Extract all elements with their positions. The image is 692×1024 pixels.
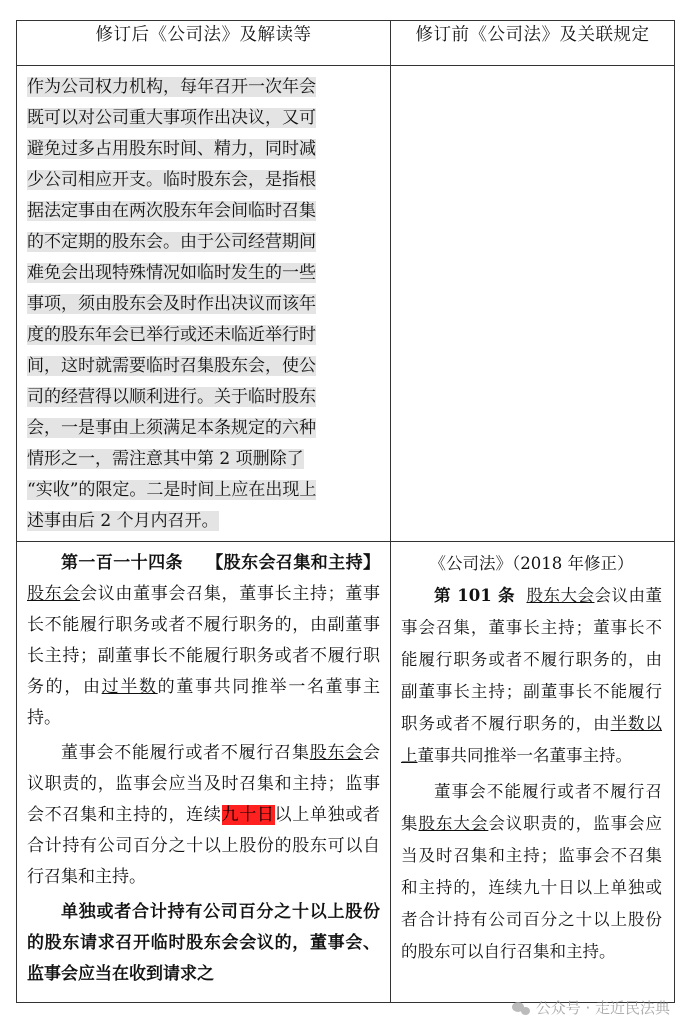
interpretation-line: 会，一是事由上须满足本条规定的六种 (27, 418, 316, 438)
article-text: 以上单独或者合计持有公司百分之十以上股份的股东可以自行召集和主持。 (27, 805, 381, 887)
interpretation-line: 述事由后 2 个月内召开。 (27, 511, 219, 531)
article-text: 会议由董事会召集，董事长主持；董事长不能履行职务或者不履行职务的，由副董事长主持；副董事长不能履行职务或者不履行职务的，由 (401, 586, 662, 733)
interpretation-line: 既可以对公司重大事项作出决议，又可 (27, 108, 316, 128)
changed-term-shareholders-meeting: 股东会 (27, 584, 81, 604)
article-text: 会议职责的，监事会应当及时召集和主持；监事会不召集和主持的，连续 (27, 743, 381, 825)
old-term-shareholders-general-meeting: 股东大会 (418, 814, 489, 833)
interpretation-line: 间，这时就需要临时召集股东会，使公 (27, 356, 316, 376)
watermark-text: 公众号 · 走近民法典 (535, 999, 670, 1017)
table-row (17, 542, 675, 1003)
article-heading: 【股东会召集和主持】 (206, 553, 381, 573)
interpretation-line: 难免会出现特殊情况如临时发生的一些 (27, 263, 316, 283)
interpretation-line: “实收”的限定。二是时间上应在出现上 (27, 480, 317, 500)
article-number: 第 101 条 (434, 586, 515, 605)
highlighted-ninety-days: 九十日 (221, 805, 275, 825)
revised-article (17, 542, 390, 998)
interpretation-line: 作为公司权力机构，每年召开一次年会 (27, 77, 316, 97)
article-text: 会议由董事会召集，董事长主持；董事长不能履行职务或者不履行职务的，由副董事长主持；副董事长不能履行职务或者不履行职务的，由 (27, 584, 381, 697)
article-text: 的董事共同推举一名董事主持。 (27, 677, 381, 728)
article-title: 第一百一十四条 (61, 553, 183, 573)
row1-right-cell (391, 66, 675, 542)
law-source: 《公司法》（2018 年修正） (429, 554, 634, 573)
interpretation-line: 度的股东年会已举行或还未临近举行时 (27, 325, 316, 345)
interpretation-text (17, 66, 390, 541)
article-text: 董事会不能履行或者不履行召集 (401, 782, 662, 833)
article-text: 会议职责的，监事会应当及时召集和主持；监事会不召集和主持的，连续九十日以上单独或者合计持有公司百分之十以上股份的股东可以自行召集和主持。 (401, 814, 663, 961)
header-left: 修订后《公司法》及解读等 (17, 21, 391, 66)
comparison-table (16, 20, 675, 1003)
interpretation-line: 情形之一，需注意其中第 2 项删除了 (27, 449, 304, 469)
article-text-bold: 单独或者合计持有公司百分之十以上股份的股东请求召开临时股东会会议的，董事会、监事会应当在收到请求之 (27, 902, 380, 984)
row2-left-cell (17, 542, 391, 1003)
old-term-shareholders-general-meeting: 股东大会 (526, 586, 595, 605)
article-text: 董事会不能履行或者不履行召集 (61, 743, 310, 763)
interpretation-line: 司的经营得以顺利进行。关于临时股东 (27, 387, 316, 407)
interpretation-line: 避免过多占用股东时间、精力，同时减 (27, 139, 316, 159)
previous-article (391, 542, 674, 976)
changed-term-shareholders-meeting: 股东会 (309, 743, 364, 763)
wechat-icon (512, 1000, 530, 1016)
row2-right-cell (391, 542, 675, 1003)
interpretation-line: 的不定期的股东会。由于公司经营期间 (27, 232, 316, 252)
interpretation-line: 据法定事由在两次股东年会间临时召集 (27, 201, 316, 221)
interpretation-line: 少公司相应开支。临时股东会，是指根 (27, 170, 316, 190)
old-term-more-than-half: 半数以上 (401, 714, 663, 765)
header-right: 修订前《公司法》及关联规定 (391, 21, 675, 66)
row1-left-cell (17, 66, 391, 542)
watermark (512, 997, 670, 1018)
table-header-row (17, 21, 675, 66)
article-text: 董事共同推举一名董事主持。 (417, 746, 632, 765)
interpretation-line: 事项，须由股东会及时作出决议而该年 (27, 294, 316, 314)
table-row (17, 66, 675, 542)
changed-term-majority: 过半数 (101, 677, 158, 697)
